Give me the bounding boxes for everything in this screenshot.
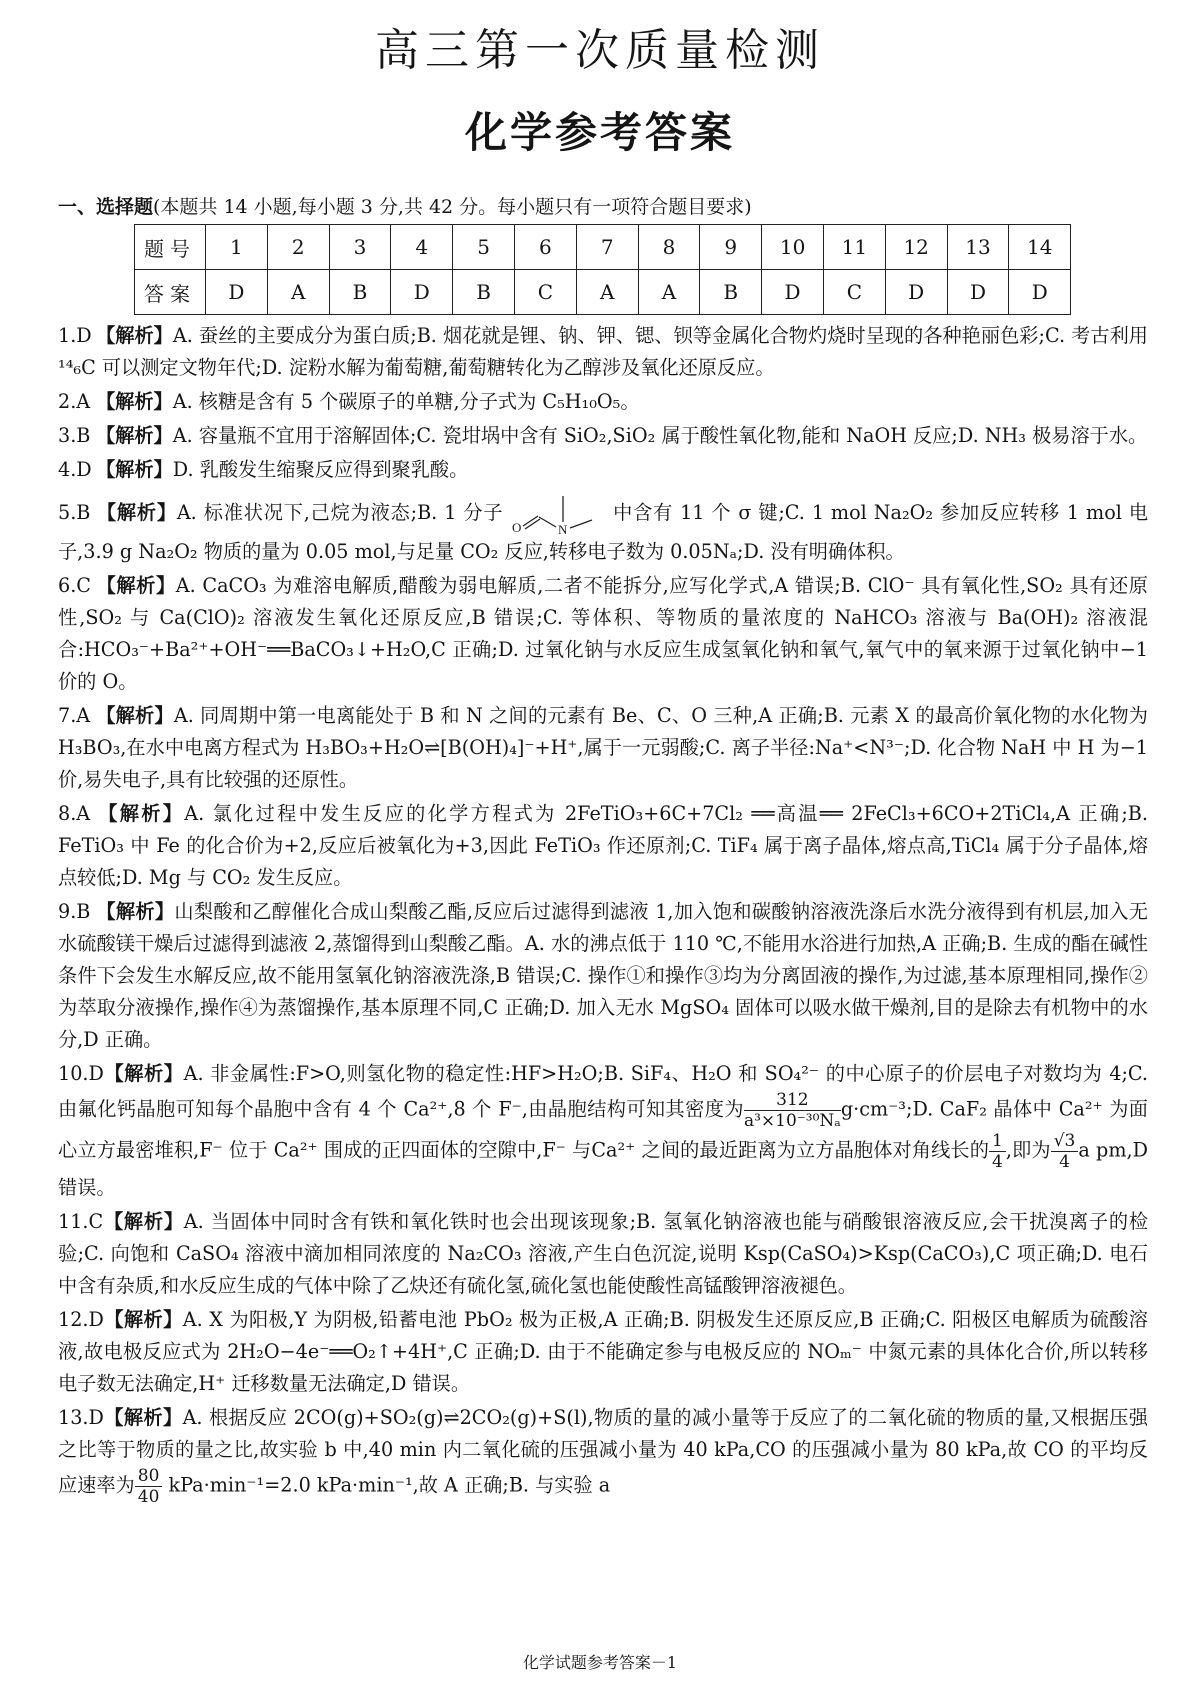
explanation-text: A. X 为阳极,Y 为阴极,铅蓄电池 PbO₂ 极为正极,A 正确;B. 阴极发生还原反应,B 正确;C. 阳极区电解质为硫酸溶液,故电极反应式为 2H₂O−4e⁻══O₂↑+4H⁺,C 正确;D. 由于不能确定参与电极反应的 NOₘ⁻ 中氮元素的具体化合价,所以转移电子数无法确定,H⁺ 迁移数量无法确定,D 错误。 [58,1308,1148,1395]
table-cell: 1 [206,225,268,270]
table-cell: D [391,270,453,315]
table-header-answer: 答案 [135,270,206,315]
table-cell: D [1009,270,1071,315]
explanation-text: g·cm⁻³;D. CaF₂ 晶体中 Ca²⁺ 为面心立方最密堆积,F⁻ 位于 Ca²⁺ 围成的正四面体的空隙中,F⁻ 与Ca²⁺ 之间的最近距离为立方晶胞体对角线长的 [58,1097,1148,1162]
analysis-label: 【解析】 [103,1406,183,1429]
explanation-text: 山梨酸和乙醇催化合成山梨酸乙酯,反应后过滤得到滤液 1,加入饱和碳酸钠溶液洗涤后水洗分液得到有机层,加入无水硫酸镁干燥后过滤得到滤液 2,蒸馏得到山梨酸乙酯。A. 水的沸点低于 110 ℃,不能用水浴进行加热,A 正确;B. 生成的酯在碱性条件下会发生水解反应,故不能用氢氧化钠溶液洗涤,B 错误;C. 操作①和操作③均为分离固液的操作,为过滤,基本原理相同,操作②为萃取分液操作,操作④为蒸馏操作,基本原理不同,C 正确;D. 加入无水 MgSO₄ 固体可以吸水做干燥剂,目的是除去有机物中的水分,D 正确。 [58,900,1148,1051]
table-cell: 5 [453,225,515,270]
answer-table-row-numbers [135,225,1071,270]
question-number: 11.C [58,1210,104,1233]
table-cell: 13 [947,225,1009,270]
explanation-2 [58,386,1148,418]
analysis-label: 【解析】 [103,1210,184,1233]
table-cell: 6 [514,225,576,270]
analysis-label: 【解析】 [103,1062,184,1085]
answer-table-row-answers [135,270,1071,315]
section-heading [58,192,752,219]
fraction-numerator: 80 [135,1466,163,1487]
explanation-11 [58,1206,1148,1302]
explanation-7 [58,700,1148,796]
table-cell: B [329,270,391,315]
explanation-10 [58,1058,1148,1204]
explanation-text: kPa·min⁻¹=2.0 kPa·min⁻¹,故 A 正确;B. 与实验 a [168,1473,611,1497]
answer-table [134,224,1071,315]
page-subtitle: 化学参考答案 [464,108,735,157]
explanation-8 [58,798,1148,894]
table-cell: C [514,270,576,315]
root3-fraction [1051,1131,1079,1172]
question-number: 8.A [58,802,91,825]
svg-text:N: N [558,522,568,536]
fraction-denominator: 40 [137,1487,160,1507]
analysis-label: 【解析】 [103,1308,183,1331]
table-cell: D [885,270,947,315]
explanation-text: A. 当固体中同时含有铁和氧化铁时也会出现该现象;B. 氢氧化钠溶液也能与硝酸银溶液反应,会干扰溴离子的检验;C. 向饱和 CaSO₄ 溶液中滴加相同浓度的 Na₂CO₃ 溶液,产生白色沉淀,说明 Ksp(CaSO₄)>Ksp(CaCO₃),C 项正确;D. 电石中含有杂质,和水反应生成的气体中除了乙炔还有硫化氢,硫化氢也能使酸性高锰酸钾溶液褪色。 [58,1210,1149,1297]
rate-fraction [135,1466,163,1507]
explanations [58,320,1148,1509]
fraction-denominator: 4 [1059,1152,1070,1172]
analysis-label: 【解析】 [96,704,174,727]
table-cell: D [762,270,824,315]
explanation-4 [58,454,1148,486]
table-cell: D [947,270,1009,315]
question-number: 10.D [58,1062,104,1085]
explanation-text: A. 根据反应 2CO(g)+SO₂(g)⇌2CO₂(g)+S(l),物质的量的减小量等于反应了的二氧化硫的物质的量,又根据压强之比等于物质的量之比,故实验 b 中,40 min 内二氧化硫的压强减小量为 40 kPa,CO 的压强减小量为 80 kPa,故 CO 的平均反应速率为 [58,1406,1148,1497]
question-number: 7.A [58,704,91,727]
analysis-label: 【解析】 [96,501,177,524]
table-cell: A [576,270,638,315]
explanation-text: A. CaCO₃ 为难溶电解质,醋酸为弱电解质,二者不能拆分,应写化学式,A 错误;B. ClO⁻ 具有氧化性,SO₂ 具有还原性,SO₂ 与 Ca(ClO)₂ 溶液发生氧化还原反应,B 错误;C. 等体积、等物质的量浓度的 NaHCO₃ 溶液与 Ba(OH)₂ 溶液混合:HCO₃⁻+Ba²⁺+OH⁻══BaCO₃↓+H₂O,C 正确;D. 过氧化钠与水反应生成氢氧化钠和氧气,氧气中的氧来源于过氧化钠中−1 价的 O。 [58,574,1148,693]
explanation-text: A. 核糖是含有 5 个碳原子的单糖,分子式为 C₅H₁₀O₅。 [172,390,640,413]
explanation-text: A. 氯化过程中发生反应的化学方程式为 2FeTiO₃+6C+7Cl₂ ══高温══ 2FeCl₃+6CO+2TiCl₄,A 正确;B. FeTiO₃ 中 Fe 的化合价为+2,反应后被氧化为+3,因此 FeTiO₃ 作还原剂;C. TiF₄ 属于离子晶体,熔点高,TiCl₄ 属于分子晶体,熔点较低;D. Mg 与 CO₂ 发生反应。 [58,802,1149,889]
fraction-numerator: √3 [1051,1131,1079,1152]
question-number: 6.C [58,574,91,597]
table-cell: 11 [823,225,885,270]
analysis-label: 【解析】 [96,900,175,923]
explanation-text: A. 标准状况下,己烷为液态;B. 1 分子 [176,501,504,524]
table-cell: A [267,270,329,315]
table-cell: 9 [700,225,762,270]
analysis-label: 【解析】 [96,390,173,413]
table-cell: 8 [638,225,700,270]
fraction-numerator: 312 [744,1090,841,1111]
explanation-6 [58,570,1148,698]
analysis-label: 【解析】 [96,802,185,825]
question-number: 9.B [58,900,91,923]
table-cell: 2 [267,225,329,270]
question-number: 12.D [58,1308,104,1331]
explanation-text: A. 蚕丝的主要成分为蛋白质;B. 烟花就是锂、钠、钾、锶、钡等金属化合物灼烧时呈现的各种艳丽色彩;C. 考古利用 ¹⁴₆C 可以测定文物年代;D. 淀粉水解为葡萄糖,葡萄糖转化为乙醇涉及氧化还原反应。 [58,324,1148,379]
table-cell: 3 [329,225,391,270]
table-cell: D [206,270,268,315]
explanation-text: A. 同周期中第一电离能处于 B 和 N 之间的元素有 Be、C、O 三种,A 正确;B. 元素 X 的最高价氧化物的水化物为 H₃BO₃,在水中电离方程式为 H₃BO₃+H₂O⇌[B(OH)₄]⁻+H⁺,属于一元弱酸;C. 离子半径:Na⁺<N³⁻;D. 化合物 NaH 中 H 为−1 价,易失电子,具有比较强的还原性。 [58,704,1148,791]
table-cell: 14 [1009,225,1071,270]
page-title: 高三第一次质量检测 [375,25,825,76]
question-number: 5.B [58,501,91,524]
explanation-5 [58,492,1148,568]
table-cell: A [638,270,700,315]
table-cell: C [823,270,885,315]
question-number: 13.D [58,1406,104,1429]
table-cell: 12 [885,225,947,270]
section-label: 一、选择题 [58,196,154,218]
density-fraction [744,1090,841,1131]
analysis-label: 【解析】 [96,458,173,481]
question-number: 3.B [58,424,91,447]
table-cell: B [700,270,762,315]
table-cell: 10 [762,225,824,270]
explanation-1 [58,320,1148,384]
explanation-text: D. 乳酸发生缩聚反应得到聚乳酸。 [172,458,469,481]
explanation-3 [58,420,1148,452]
dmf-structure-diagram [510,492,606,536]
page-footer: 化学试题参考答案－1 [522,1653,678,1672]
question-number: 4.D [58,458,92,481]
quarter-fraction [989,1131,1006,1172]
explanation-text: 中含有 11 个 σ 键;C. 1 mol Na₂O₂ 参加反应转移 1 mol 电子,3.9 g Na₂O₂ 物质的量为 0.05 mol,与足量 CO₂ 反应,转移电子数为 0.05Nₐ;D. 没有明确体积。 [58,501,1149,563]
explanation-text: A. 容量瓶不宜用于溶解固体;C. 瓷坩埚中含有 SiO₂,SiO₂ 属于酸性氧化物,能和 NaOH 反应;D. NH₃ 极易溶于水。 [172,424,1148,447]
question-number: 1.D [58,324,92,347]
question-number: 2.A [58,390,91,413]
analysis-label: 【解析】 [96,324,173,347]
explanation-9 [58,896,1148,1056]
explanation-text: ,即为 [1005,1138,1051,1162]
explanation-13 [58,1402,1148,1507]
explanation-12 [58,1304,1148,1400]
table-cell: 7 [576,225,638,270]
table-header-number: 题号 [135,225,206,270]
fraction-denominator: 4 [992,1152,1003,1172]
fraction-denominator: a³×10⁻³⁰Nₐ [743,1111,841,1131]
svg-text:O: O [512,520,522,535]
fraction-numerator: 1 [989,1131,1006,1152]
table-cell: 4 [391,225,453,270]
table-cell: B [453,270,515,315]
analysis-label: 【解析】 [96,574,176,597]
explanation-text: A. 非金属性:F>O,则氢化物的稳定性:HF>H₂O;B. SiF₄、H₂O 和 SO₄²⁻ 的中心原子的价层电子对数均为 4;C. 由氟化钙晶胞可知每个晶胞中含有 4 个 Ca²⁺,8 个 F⁻,由晶胞结构可知其密度为 [58,1062,1149,1121]
analysis-label: 【解析】 [96,424,173,447]
section-note: (本题共 14 小题,每小题 3 分,共 42 分。每小题只有一项符合题目要求) [153,196,752,218]
explanation-text: a pm,D 错误。 [58,1138,1148,1199]
